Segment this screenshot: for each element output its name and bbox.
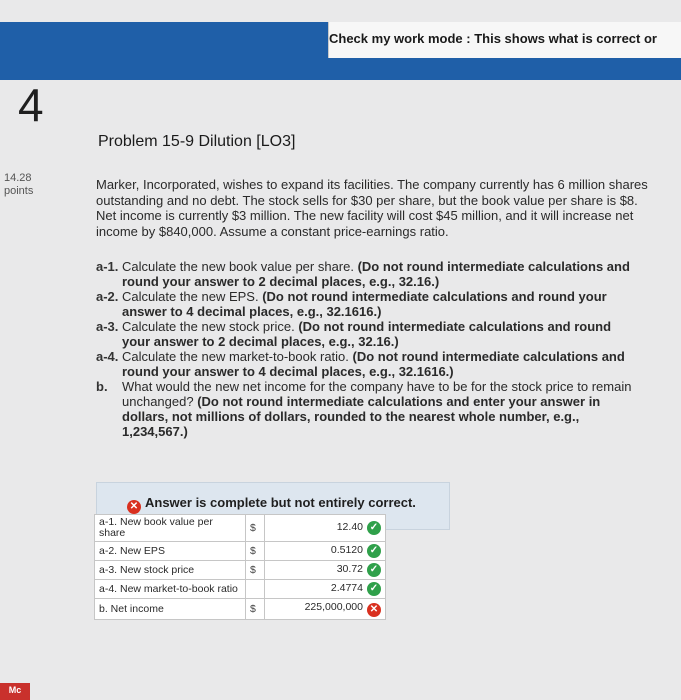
answer-cell[interactable] [265,561,386,580]
answer-value: 12.40 [336,521,363,533]
answer-cell[interactable] [265,580,386,599]
part-label: a-3. [96,319,119,334]
incorrect-icon: ✕ [127,500,141,514]
question-parts [96,259,641,439]
part-label: a-4. [96,349,119,364]
check-mode-tab[interactable] [328,22,681,58]
answer-value: 225,000,000 [304,601,363,613]
table-row [95,542,386,561]
answer-value: 2.4774 [330,582,363,594]
correct-check-icon: ✓ [367,544,381,558]
part-text: Calculate the new book value per share. [122,259,358,274]
part-text: Calculate the new market-to-book ratio. [122,349,353,364]
currency-symbol: $ [246,515,265,542]
correct-check-icon: ✓ [367,563,381,577]
part-label: a-1. [96,259,119,274]
part-note: (Do not round intermediate calculations and round your answer to 4 decimal places, e.g., 32.1616.) [122,349,625,379]
currency-symbol: $ [246,542,265,561]
points-box [4,172,33,198]
row-label: a-2. New EPS [95,542,246,561]
part-b [96,379,641,439]
correct-check-icon: ✓ [367,582,381,596]
part-note: (Do not round intermediate calculations and enter your answer in dollars, not millions of dollars, rounded to the nearest whole number, e.g., 1,234,567.) [122,394,601,439]
answer-value: 30.72 [336,563,363,575]
part-text: Calculate the new stock price. [122,319,299,334]
check-mode-text: Check my work mode : This shows what is correct or [329,31,657,46]
question-number: 4 [18,79,44,131]
answer-table [94,514,386,620]
part-text: What would the new net income for the company have to be for the stock price to remain unchanged? [122,379,632,409]
mc-logo-badge: Mc [0,683,30,700]
row-label: b. Net income [95,599,246,620]
part-label: b. [96,379,108,394]
part-note: (Do not round intermediate calculations and round your answer to 2 decimal places, e.g., 32.16.) [122,259,630,289]
part-note: (Do not round intermediate calculations and round your answer to 2 decimal places, e.g., 32.16.) [122,319,612,349]
top-banner [0,22,681,80]
part-a2 [96,289,641,319]
currency-symbol: $ [246,599,265,620]
part-label: a-2. [96,289,119,304]
part-note: (Do not round intermediate calculations and round your answer to 4 decimal places, e.g., 32.1616.) [122,289,607,319]
currency-symbol: $ [246,561,265,580]
points-value: 14.28 [4,172,32,184]
answer-cell[interactable] [265,599,386,620]
problem-title: Problem 15-9 Dilution [LO3] [98,133,296,150]
answer-status [127,495,416,514]
part-a1 [96,259,641,289]
part-a3 [96,319,641,349]
answer-value: 0.5120 [330,544,363,556]
correct-check-icon: ✓ [367,521,381,535]
points-label: points [4,185,34,197]
part-a4 [96,349,641,379]
answer-status-text: Answer is complete but not entirely correct. [145,495,416,510]
table-row [95,515,386,542]
table-row [95,599,386,620]
row-label: a-4. New market-to-book ratio [95,580,246,599]
table-row [95,561,386,580]
problem-body: Marker, Incorporated, wishes to expand its facilities. The company currently has 6 million shares outstanding and no debt. The stock sells for $30 per share, but the book value per share is $8. Net income is currently $3 million. The new facility will cost $45 million, and it will increase net income by $840,000. Assume a constant price-earnings ratio. [96,177,648,239]
row-label: a-1. New book value per share [95,515,246,542]
currency-symbol [246,580,265,599]
incorrect-x-icon: ✕ [367,603,381,617]
row-label: a-3. New stock price [95,561,246,580]
answer-cell[interactable] [265,542,386,561]
answer-cell[interactable] [265,515,386,542]
part-text: Calculate the new EPS. [122,289,263,304]
table-row [95,580,386,599]
